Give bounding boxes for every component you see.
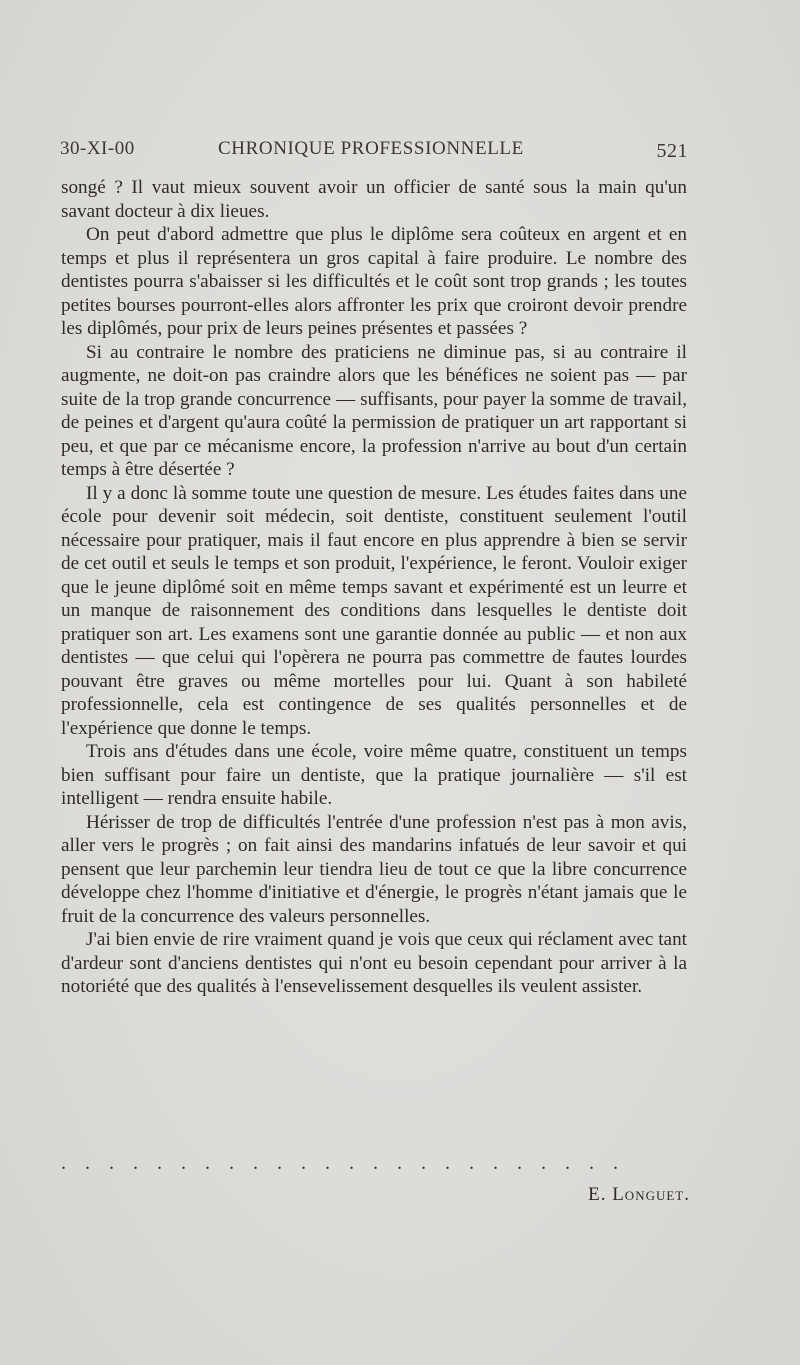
author-signature: E. Longuet. [588, 1184, 690, 1205]
paragraph: songé ? Il vaut mieux souvent avoir un officier de santé sous la main qu'un savant docteur à dix lieues. [61, 177, 687, 222]
paragraph: Trois ans d'études dans une école, voire même quatre, constituent un temps bien suffisant pour faire un dentiste, que la pratique journalière — s'il est intelligent — rendra ensuite habile. [61, 741, 687, 809]
article-body [61, 176, 687, 999]
paragraph: J'ai bien envie de rire vraiment quand je vois que ceux qui réclament avec tant d'ardeur sont d'anciens dentistes qui n'ont eu besoin cependant pour arriver à la notoriété que des qualités à l'ensevelissement desquelles ils veulent assister. [61, 929, 687, 997]
section-title: CHRONIQUE PROFESSIONNELLE [218, 138, 524, 159]
running-header [60, 138, 688, 168]
dotted-separator: ........................ [61, 1152, 637, 1174]
paragraph: Il y a donc là somme toute une question de mesure. Les études faites dans une école pour devenir soit médecin, soit dentiste, constituent seulement l'outil nécessaire pour pratiquer, mais il faut encore en plus apprendre à bien se servir de cet outil et seuls le temps et son produit, l'expérience, le feront. Vouloir exiger que le jeune diplômé soit en même temps savant et expérimenté est un leurre et un manque de raisonnement des conditions dans lesquelles le dentiste doit pratiquer son art. Les examens sont une garantie donnée au public — et non aux dentistes — que celui qui l'opèrera ne pourra pas commettre de fautes lourdes pouvant être graves ou même mortelles pour lui. Quant à son habileté professionnelle, cela est contingence de ses qualités personnelles et de l'expérience que donne le temps. [61, 482, 687, 739]
issue-date: 30-XI-00 [60, 138, 135, 159]
paragraph: On peut d'abord admettre que plus le diplôme sera coûteux en argent et en temps et plus il représentera un gros capital à faire produire. Le nombre des dentistes pourra s'abaisser si les difficultés et le coût sont trop grands ; les toutes petites bourses pourront-elles alors affronter les prix que croiront devoir prendre les diplômés, pour prix de leurs peines présentes et passées ? [61, 224, 687, 339]
page-number: 521 [656, 140, 688, 162]
paragraph: Si au contraire le nombre des praticiens ne diminue pas, si au contraire il augmente, ne doit-on pas craindre alors que les bénéfices ne soient pas — par suite de la trop grande concurrence — suffisants, pour payer la somme de travail, de peines et d'argent qu'aura coûté la permission de pratiquer un art rapportant si peu, et que par ce mécanisme encore, la profession n'arrive au bout d'un certain temps à être désertée ? [61, 341, 687, 480]
paragraph: Hérisser de trop de difficultés l'entrée d'une profession n'est pas à mon avis, aller vers le progrès ; on fait ainsi des mandarins infatués de leur savoir et qui pensent que leur parchemin leur tiendra lieu de tout ce que la libre concurrence développe chez l'homme d'initiative et d'énergie, le progrès n'étant jamais que le fruit de la concurrence des valeurs personnelles. [61, 811, 687, 927]
